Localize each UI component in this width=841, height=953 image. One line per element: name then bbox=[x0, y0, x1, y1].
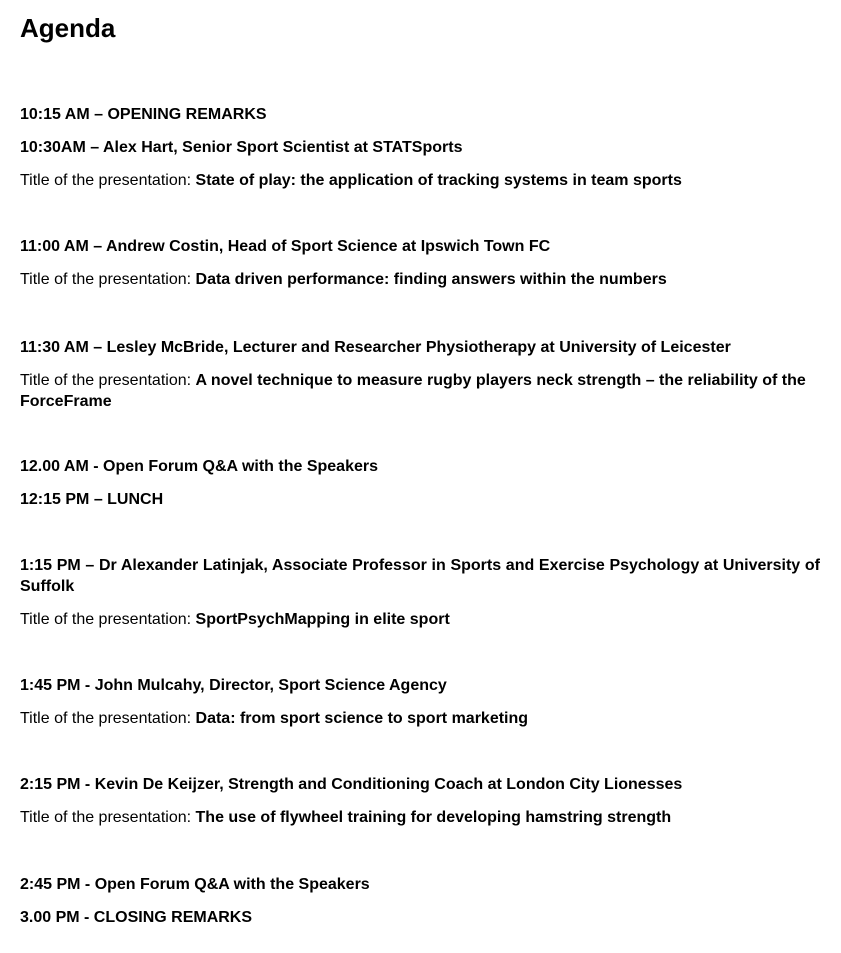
open-forum-1: 12.00 AM - Open Forum Q&A with the Speakers bbox=[20, 458, 378, 475]
session-6-heading: 2:15 PM - Kevin De Keijzer, Strength and Conditioning Coach at London City Lionesses bbox=[20, 776, 683, 793]
presentation-title: Data driven performance: finding answers within the numbers bbox=[195, 271, 667, 288]
presentation-title: The use of flywheel training for developing hamstring strength bbox=[195, 809, 672, 826]
session-2-title bbox=[20, 269, 820, 290]
title-prefix: Title of the presentation: bbox=[20, 611, 196, 628]
session-3-heading: 11:30 AM – Lesley McBride, Lecturer and Researcher Physiotherapy at University of Leicester bbox=[20, 339, 731, 356]
presentation-title: State of play: the application of tracking systems in team sports bbox=[195, 172, 682, 189]
title-prefix: Title of the presentation: bbox=[20, 710, 196, 727]
title-prefix: Title of the presentation: bbox=[20, 809, 196, 826]
page-title: Agenda bbox=[20, 13, 116, 43]
presentation-title: A novel technique to measure rugby players neck strength – the reliability of the ForceFrame bbox=[20, 372, 806, 410]
opening-remarks: 10:15 AM – OPENING REMARKS bbox=[20, 106, 267, 123]
session-4-heading: 1:15 PM – Dr Alexander Latinjak, Associate Professor in Sports and Exercise Psychology at University of Suffolk bbox=[20, 557, 820, 595]
lunch: 12:15 PM – LUNCH bbox=[20, 491, 164, 508]
session-2-heading: 11:00 AM – Andrew Costin, Head of Sport Science at Ipswich Town FC bbox=[20, 238, 551, 255]
title-prefix: Title of the presentation: bbox=[20, 271, 196, 288]
session-6-title bbox=[20, 807, 820, 828]
session-1-heading: 10:30AM – Alex Hart, Senior Sport Scientist at STATSports bbox=[20, 139, 463, 156]
session-5-title bbox=[20, 708, 820, 729]
session-4-title bbox=[20, 609, 820, 630]
presentation-title: Data: from sport science to sport marketing bbox=[195, 710, 529, 727]
closing-remarks: 3.00 PM - CLOSING REMARKS bbox=[20, 909, 253, 926]
title-prefix: Title of the presentation: bbox=[20, 372, 196, 389]
open-forum-2: 2:45 PM - Open Forum Q&A with the Speakers bbox=[20, 876, 370, 893]
session-3-title bbox=[20, 370, 820, 412]
title-prefix: Title of the presentation: bbox=[20, 172, 196, 189]
presentation-title: SportPsychMapping in elite sport bbox=[195, 611, 450, 628]
session-5-heading: 1:45 PM - John Mulcahy, Director, Sport Science Agency bbox=[20, 677, 447, 694]
session-1-title bbox=[20, 170, 820, 191]
